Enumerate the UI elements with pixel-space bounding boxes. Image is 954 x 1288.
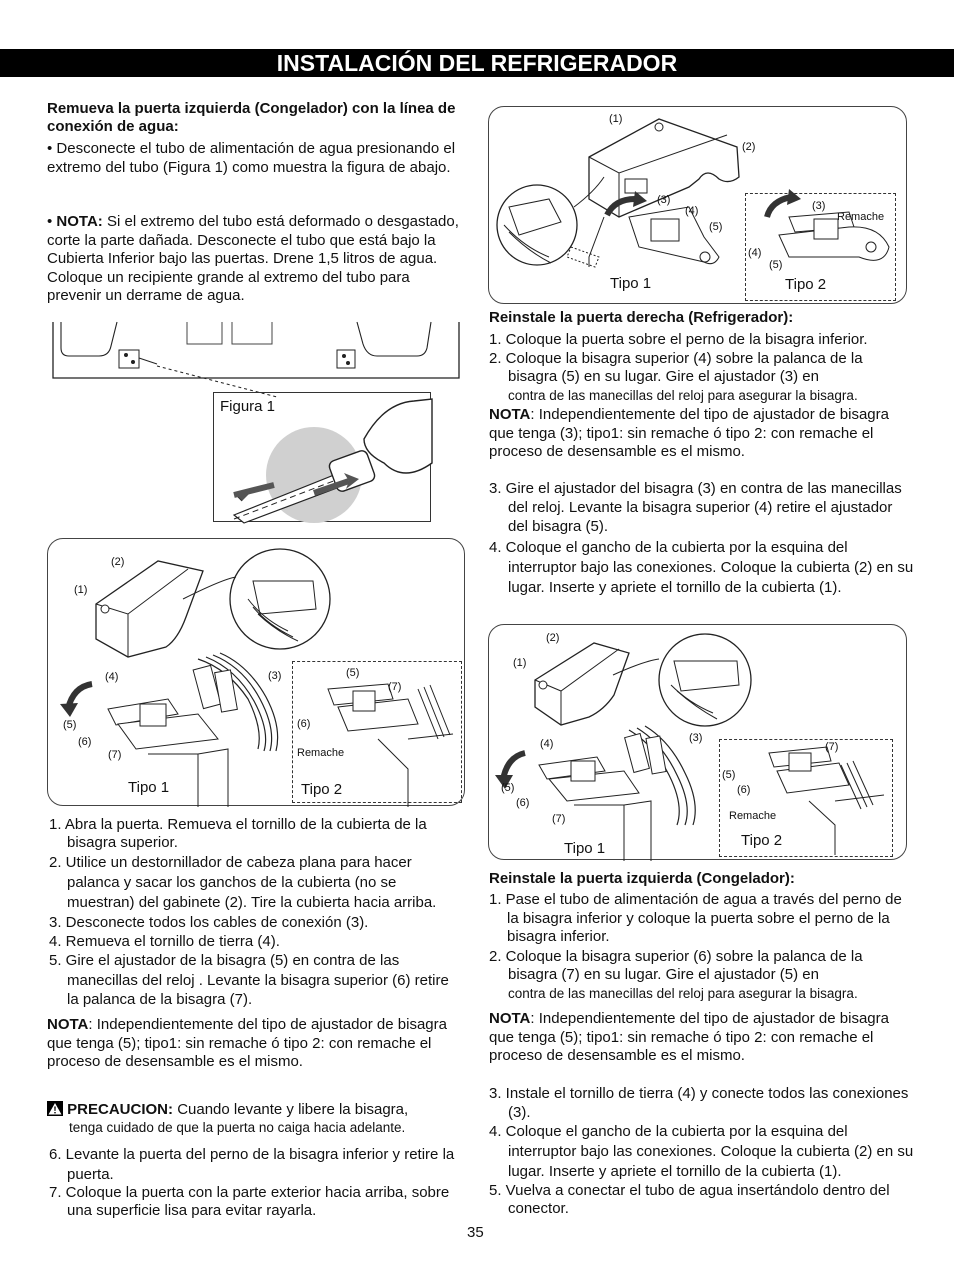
label-tipo2-7: (7) <box>388 681 402 693</box>
note-tube: • NOTA: Si el extremo del tubo está deformado o desgastado, corte la parte dañada. Desconecte el tubo que está bajo la Cubierta Inferior bajo las puertas. Drene 1,5 litros de agua. Coloque un recipiente grande al extremo del tubo para prevenir un derrame de agua. <box>47 213 459 304</box>
label-6: (6) <box>78 736 92 748</box>
label-m-4: (4) <box>540 738 554 750</box>
right-steps-list-2 <box>489 479 914 598</box>
left-step-3: 3. Desconecte todos los cables de conexión (3). <box>49 914 369 931</box>
reinstall-left-step-2-small: contra de las manecillas del reloj para asegurar la bisagra. <box>508 985 858 1001</box>
right-step-2: 2. Coloque la bisagra superior (4) sobre la palanca de la bisagra (5) en su lugar. Gire el ajustador (3) en <box>489 349 863 385</box>
left-step-6: 6. Levante la puerta del perno de la bisagra inferior y retire la puerta. <box>49 1146 455 1183</box>
hinge-diagram-right-door <box>488 106 907 304</box>
label-m-5: (5) <box>501 782 515 794</box>
label-tipo2-6: (6) <box>297 718 311 730</box>
label-r-4: (4) <box>685 205 699 217</box>
precaution-label: PRECAUCION: <box>67 1101 174 1118</box>
label-r-tipo2-3: (3) <box>812 200 826 212</box>
left-steps-list-2 <box>49 1145 463 1220</box>
left-reinstall-steps <box>489 891 914 1003</box>
right-note-label: NOTA <box>489 406 531 423</box>
label-r-3: (3) <box>657 194 671 206</box>
label-r-2: (2) <box>742 141 756 153</box>
section-heading-reinstall-left: Reinstale la puerta izquierda (Congelador): <box>489 870 795 887</box>
reinstall-left-step-3: 3. Instale el tornillo de tierra (4) y conecte todos las conexiones (3). <box>489 1085 909 1121</box>
figure-1-caption: Figura 1 <box>220 398 276 415</box>
label-m-7: (7) <box>552 813 566 825</box>
warning-icon <box>47 1101 63 1116</box>
label-r-remache: Remache <box>837 211 885 223</box>
right-step-2-small: contra de las manecillas del reloj para asegurar la bisagra. <box>508 387 858 403</box>
reinstall-left-note-label: NOTA <box>489 1010 531 1027</box>
precaution-text: Cuando levante y libere la bisagra, <box>177 1101 409 1118</box>
right-step-1: 1. Coloque la puerta sobre el perno de la bisagra inferior. <box>489 331 868 348</box>
left-steps-list <box>49 816 463 1010</box>
tipo-1-caption: Tipo 1 <box>128 779 170 796</box>
label-m-tipo2-6: (6) <box>737 784 751 796</box>
figure-1 <box>213 392 431 522</box>
label-m-6: (6) <box>516 797 530 809</box>
reinstall-left-note-text: : Independientemente del tipo de ajustador de bisagra que tenga (5); tipo1: sin remache ó tipo 2: con remache el proceso de desensamble es el mismo. <box>489 1010 889 1064</box>
right-note-text: : Independientemente del tipo de ajustador de bisagra que tenga (3); tipo1: sin remache ó tipo 2: con remache el proceso de desensamble es el mismo. <box>489 406 889 460</box>
fridge-bottom-illustration <box>47 322 465 384</box>
bullet-disconnect-tube: • Desconecte el tubo de alimentación de agua presionando el extremo del tubo (Figura 1) como muestra la figura de abajo. <box>47 140 456 176</box>
left-note-2 <box>47 1016 457 1072</box>
precaution <box>47 1101 462 1137</box>
note2-text: : Independientemente del tipo de ajustador de bisagra que tenga (5); tipo1: sin remache ó tipo 2: con remache el proceso de desensamble es el mismo. <box>47 1016 447 1070</box>
label-m-1: (1) <box>513 657 527 669</box>
label-m-tipo2-5: (5) <box>722 769 736 781</box>
label-m-3: (3) <box>689 732 703 744</box>
tipo-1-caption-right: Tipo 1 <box>610 275 652 292</box>
page-number: 35 <box>467 1224 484 1241</box>
tipo-1-caption-mid: Tipo 1 <box>564 840 606 857</box>
reinstall-left-note <box>489 1010 914 1066</box>
label-remache: Remache <box>297 747 345 759</box>
note-label: NOTA: <box>56 213 103 230</box>
label-r-1: (1) <box>609 113 623 125</box>
label-7: (7) <box>108 749 122 761</box>
hinge-diagram-left-door <box>47 538 465 806</box>
label-r-tipo2-4: (4) <box>748 247 762 259</box>
left-reinstall-steps-2 <box>489 1085 914 1218</box>
page-title: INSTALACIÓN DEL REFRIGERADOR <box>0 49 954 77</box>
label-2: (2) <box>111 556 125 568</box>
right-steps-list <box>489 331 914 405</box>
tipo-2-caption-right: Tipo 2 <box>785 276 827 293</box>
left-step-5: 5. Gire el ajustador de la bisagra (5) en contra de las manecillas del reloj . Levante la bisagra superior (6) retire la palanca de la bisagra (7). <box>49 952 449 1008</box>
note2-label: NOTA <box>47 1016 89 1033</box>
label-1: (1) <box>74 584 88 596</box>
reinstall-left-step-5: 5. Vuelva a conectar el tubo de agua insertándolo dentro del conector. <box>489 1182 890 1217</box>
reinstall-left-step-2: 2. Coloque la bisagra superior (6) sobre la palanca de la bisagra (7) en su lugar. Gire el ajustador (5) en <box>489 947 863 983</box>
left-step-4: 4. Remueva el tornillo de tierra (4). <box>49 933 280 950</box>
right-step-3: 3. Gire el ajustador del bisagra (3) en contra de las manecillas del reloj. Levante la bisagra superior (4) retire el ajustador del bisagra (5). <box>489 480 902 535</box>
label-m-2: (2) <box>546 632 560 644</box>
label-r-5: (5) <box>709 221 723 233</box>
section-heading-reinstall-right: Reinstale la puerta derecha (Refrigerador): <box>489 309 794 326</box>
tipo-2-caption: Tipo 2 <box>301 781 343 798</box>
label-tipo2-5: (5) <box>346 667 360 679</box>
label-5: (5) <box>63 719 77 731</box>
label-m-tipo2-7: (7) <box>825 741 839 753</box>
label-m-remache: Remache <box>729 810 777 822</box>
left-step-1: 1. Abra la puerta. Remueva el tornillo de la cubierta de la bisagra superior. <box>49 816 427 851</box>
tube-connector-illustration <box>214 393 432 523</box>
reinstall-left-step-4: 4. Coloque el gancho de la cubierta por la esquina del interruptor bajo las conexiones. Coloque la cubierta (2) en su lugar. Inserte y apriete el tornillo de la cubierta (1). <box>489 1123 914 1180</box>
left-step-2: 2. Utilice un destornillador de cabeza plana para hacer palanca y sacar los ganchos de la cubierta (no se muestran) del gabinete (2). Tire la cubierta hacia arriba. <box>49 854 437 911</box>
left-step-7: 7. Coloque la puerta con la parte exterior hacia arriba, sobre una superficie lisa para evitar rayarla. <box>49 1184 450 1219</box>
label-r-tipo2-5: (5) <box>769 259 783 271</box>
note-text: Si el extremo del tubo está deformado o desgastado, corte la parte dañada. Desconecte el tubo que está bajo la Cubierta Inferior bajo las puertas. Drene 1,5 litros de agua. Coloque un recipiente grande al extremo del tubo para prevenir un derrame de agua. <box>47 213 459 304</box>
right-note <box>489 406 914 462</box>
label-4: (4) <box>105 671 119 683</box>
label-3: (3) <box>268 670 282 682</box>
tipo-2-caption-mid: Tipo 2 <box>741 832 783 849</box>
right-step-4: 4. Coloque el gancho de la cubierta por la esquina del interruptor bajo las conexiones. Coloque la cubierta (2) en su lugar. Inserte y apriete el tornillo de la cubierta (1). <box>489 539 914 596</box>
reinstall-left-step-1: 1. Pase el tubo de alimentación de agua a través del perno de la bisagra inferior y coloque la puerta sobre el perno de la bisagra inferior. <box>489 891 902 945</box>
section-heading-remove-left-door: Remueva la puerta izquierda (Congelador) con la línea de conexión de agua: <box>47 100 456 135</box>
precaution-text-2: tenga cuidado de que la puerta no caiga hacia adelante. <box>69 1120 406 1135</box>
hinge-diagram-left-door-reinstall <box>488 624 907 860</box>
